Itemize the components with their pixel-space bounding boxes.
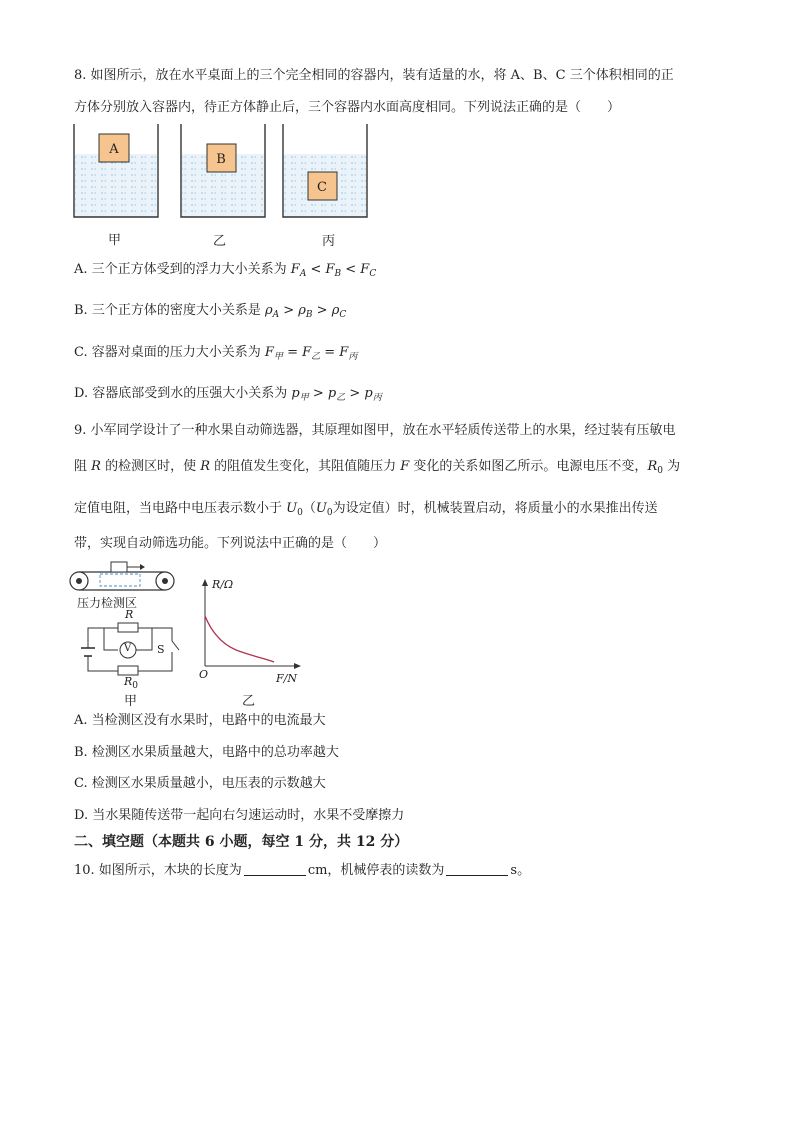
graph-origin-label: O [199,668,209,681]
q9-option-b: B. 检测区水果质量越大，电路中的总功率越大 [74,745,339,760]
q10-stem: 10. 如图所示，木块的长度为 cm，机械停表的读数为 s。 [74,863,531,878]
detect-zone-label: 压力检测区 [77,596,138,610]
voltmeter-label: V [124,643,132,654]
q9-option-c: C. 检测区水果质量越小，电压表的示数越大 [74,776,326,791]
q9-stem-line4: 带，实现自动筛选功能。下列说法中正确的是（ ） [74,536,387,551]
label-yi-fig: 乙 [242,694,256,709]
q10-blank-length[interactable] [244,862,306,876]
q8-stem-line2: 方体分别放入容器内，待正方体静止后，三个容器内水面高度相同。下列说法正确的是（ ） [74,100,621,115]
svg-text:C: C [317,180,327,195]
svg-text:B: B [216,152,226,167]
q8-option-d-expr: $p_甲 > p_乙 > p_丙$ [291,386,382,403]
q8-containers-figure [70,124,370,222]
q8-option-c: C. 容器对桌面的压力大小关系为 $F_甲 = F_乙 = F_丙$ [74,345,358,362]
container-bing [283,124,367,217]
q8-stem-line1: 8. 如图所示，放在水平桌面上的三个完全相同的容器内，装有适量的水，将 A、B、C 三个体积相同的正 [74,68,674,83]
q8-option-b-expr: $\rho_A > \rho_B > \rho_C$ [264,303,347,320]
q9-figure-yi-graph [196,578,306,673]
cube-a [99,134,129,162]
q9-stem-line1: 9. 小军同学设计了一种水果自动筛选器，其原理如图甲，放在水平轻质传送带上的水果，经过装有压敏电 [74,423,676,438]
resistor-r-label: R [125,608,134,621]
switch-s-label: S [157,643,165,656]
label-yi: 乙 [213,234,227,249]
graph-yaxis-label: R/Ω [212,578,234,591]
q9-option-a: A. 当检测区没有水果时，电路中的电流最大 [74,713,326,728]
label-bing: 丙 [322,234,336,249]
q8-option-a: A. 三个正方体受到的浮力大小关系为 $F_A < F_B < F_C$ [74,262,377,279]
q9-stem-line2: 阻 R 的检测区时，使 R 的阻值发生变化，其阻值随压力 F 变化的关系如图乙所示。电源电压不变，$R_0$ 为 [74,459,681,476]
label-jia-fig: 甲 [124,694,138,709]
cube-b [207,144,236,172]
q10-blank-stopwatch[interactable] [446,862,508,876]
r-f-curve [205,616,274,662]
q8-option-b: B. 三个正方体的密度大小关系是 $\rho_A > \rho_B > \rho_C$ [74,303,347,320]
cube-c [308,172,337,200]
q9-option-d: D. 当水果随传送带一起向右匀速运动时，水果不受摩擦力 [74,808,405,823]
svg-text:A: A [109,142,119,157]
label-jia: 甲 [108,233,122,248]
q8-option-d: D. 容器底部受到水的压强大小关系为 $p_甲 > p_乙 > p_丙$ [74,386,382,403]
resistor-r0-label: $R_0$ [124,675,139,691]
q8-option-c-expr: $F_甲 = F_乙 = F_丙$ [264,345,358,362]
graph-xaxis-label: F/N [276,672,297,685]
conveyor-belt [70,562,174,590]
section-2-heading: 二、填空题（本题共 6 小题，每空 1 分，共 12 分） [74,834,409,850]
q8-option-a-expr: $F_A < F_B < F_C$ [290,262,377,279]
q9-stem-line3: 定值电阻，当电路中电压表示数小于 $U_0(U_0$为设定值）时，机械装置启动，将质量小的水果推出传送 [74,501,658,518]
